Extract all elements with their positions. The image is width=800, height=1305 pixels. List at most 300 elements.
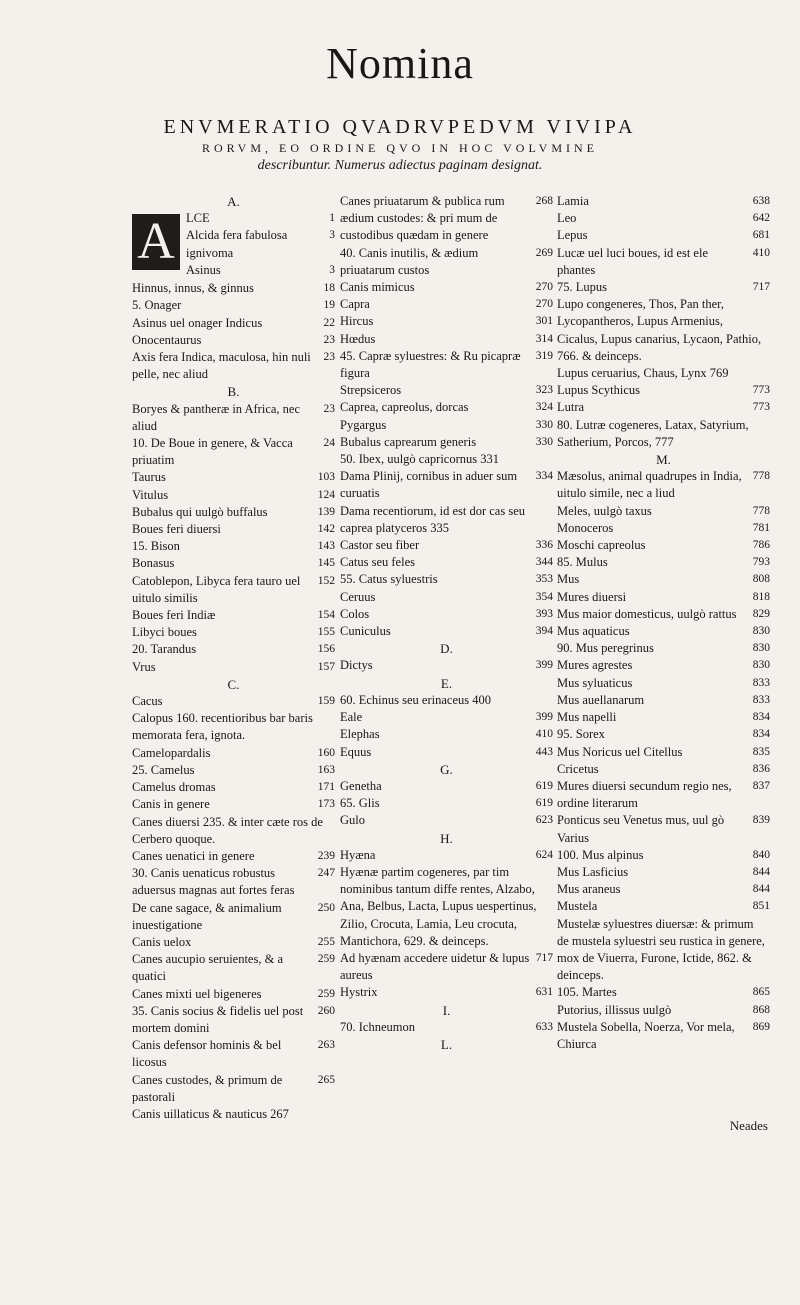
entry-page-number: 3 bbox=[329, 263, 335, 276]
entry-page-number: 393 bbox=[535, 607, 553, 620]
index-entry bbox=[557, 210, 770, 227]
entry-name: Mustelæ syluestres diuersæ: & primum de mustela syluestri seu rustica in genere, mox de Viuerra, Furone, Ictide, 862. & deinceps. bbox=[557, 916, 765, 983]
entry-page-number: 142 bbox=[317, 523, 335, 536]
section-letter-b: B. bbox=[227, 384, 240, 400]
column-3 bbox=[557, 193, 770, 1053]
index-entry bbox=[132, 659, 335, 676]
entry-page-number: 330 bbox=[535, 435, 553, 448]
section-letter-l: L. bbox=[440, 1036, 453, 1052]
entry-name: Alcida fera fabulosa ignivoma bbox=[186, 228, 288, 260]
entry-page-number: 319 bbox=[535, 349, 553, 362]
entry-page-number: 830 bbox=[752, 642, 770, 655]
entry-page-number: 844 bbox=[752, 883, 770, 896]
entry-page-number: 834 bbox=[752, 728, 770, 741]
column-1 bbox=[132, 193, 335, 1123]
entry-page-number: 717 bbox=[752, 281, 770, 294]
entry-page-number: 642 bbox=[752, 212, 770, 225]
entry-name: Hystrix bbox=[340, 985, 378, 1000]
entry-page-number: 837 bbox=[752, 779, 770, 792]
entry-name: Taurus bbox=[132, 470, 166, 485]
entry-name: Mures diuersi secundum regio nes, ordine literarum bbox=[557, 778, 732, 811]
entry-page-number: 260 bbox=[317, 1004, 335, 1017]
index-entry bbox=[340, 623, 553, 640]
entry-name: 20. Tarandus bbox=[132, 642, 197, 657]
entry-page-number: 623 bbox=[535, 814, 553, 827]
entry-page-number: 833 bbox=[752, 676, 770, 689]
entry-page-number: 154 bbox=[317, 609, 335, 622]
entry-page-number: 103 bbox=[317, 471, 335, 484]
entries-i bbox=[340, 1019, 553, 1036]
entry-name: Colos bbox=[340, 606, 370, 621]
index-entry bbox=[340, 279, 553, 296]
entry-page-number: 270 bbox=[535, 281, 553, 294]
index-entry bbox=[132, 521, 335, 538]
index-heading: ENVMERATIO QVADRVPEDVM VIVIPA bbox=[163, 116, 637, 138]
index-entry bbox=[557, 623, 770, 640]
entry-name: 65. Glis bbox=[340, 796, 380, 811]
index-entry bbox=[557, 503, 770, 520]
entry-name: Lutra bbox=[557, 400, 585, 415]
index-entry bbox=[132, 762, 335, 779]
entry-page-number: 159 bbox=[317, 695, 335, 708]
index-entry bbox=[340, 709, 553, 726]
index-entry bbox=[340, 571, 553, 588]
entry-page-number: 818 bbox=[752, 590, 770, 603]
entry-page-number: 839 bbox=[752, 814, 770, 827]
index-entry bbox=[557, 675, 770, 692]
index-entry bbox=[340, 468, 553, 502]
entry-name: 55. Catus syluestris bbox=[340, 572, 438, 587]
entry-name: Libyci boues bbox=[132, 625, 197, 640]
index-entry bbox=[557, 744, 770, 761]
index-entry bbox=[340, 812, 553, 829]
index-entry bbox=[557, 640, 770, 657]
entry-name: Catoblepon, Libyca fera tauro uel uitulo similis bbox=[132, 573, 301, 605]
index-entry bbox=[132, 641, 335, 658]
index-entry bbox=[186, 262, 335, 279]
entry-page-number: 773 bbox=[752, 401, 770, 414]
index-entry bbox=[557, 898, 770, 915]
entry-name: Boues feri diuersi bbox=[132, 522, 221, 537]
entry-name: Dama Plinij, cornibus in aduer sum curuatis bbox=[340, 469, 518, 501]
entry-page-number: 143 bbox=[317, 540, 335, 553]
entry-page-number: 443 bbox=[535, 745, 553, 758]
entry-page-number: 410 bbox=[535, 728, 553, 741]
index-entry bbox=[557, 1019, 770, 1053]
drop-cap-a: A bbox=[132, 214, 180, 270]
entry-name: Meles, uulgò taxus bbox=[557, 503, 652, 518]
index-entry bbox=[340, 331, 553, 348]
entry-page-number: 324 bbox=[535, 401, 553, 414]
index-entry bbox=[132, 900, 335, 934]
index-entry bbox=[340, 451, 553, 468]
entry-name: Mæsolus, animal quadrupes in India, uitulo simile, nec a liud bbox=[557, 469, 742, 501]
index-entry bbox=[132, 693, 335, 710]
index-entry bbox=[557, 726, 770, 743]
index-entry bbox=[132, 1037, 335, 1071]
entry-name: Lucæ uel luci boues, id est ele phantes bbox=[557, 245, 709, 277]
index-entry bbox=[557, 916, 770, 985]
entry-name: Cacus bbox=[132, 694, 163, 709]
entry-name: Monoceros bbox=[557, 520, 614, 535]
index-entry bbox=[132, 555, 335, 572]
entry-name: Pygargus bbox=[340, 417, 387, 432]
index-entry bbox=[340, 726, 553, 743]
index-entry bbox=[557, 1002, 770, 1019]
entry-name: Dictys bbox=[340, 658, 373, 673]
entry-name: LCE bbox=[186, 211, 210, 226]
entry-page-number: 619 bbox=[535, 779, 553, 792]
entry-name: 5. Onager bbox=[132, 298, 182, 313]
entry-name: Axis fera Indica, maculosa, hin nuli pelle, nec aliud bbox=[132, 350, 311, 382]
entry-name: Mustela Sobella, Noerza, Vor mela, Chiurca bbox=[557, 1019, 735, 1051]
index-subheading-italic: describuntur. Numerus adiectus paginam designat. bbox=[257, 158, 543, 173]
entry-page-number: 793 bbox=[752, 556, 770, 569]
entry-name: 60. Echinus seu erinaceus 400 bbox=[340, 692, 492, 707]
entry-name: 40. Canis inutilis, & ædium priuatarum custos bbox=[340, 245, 479, 277]
index-entry bbox=[340, 382, 553, 399]
entry-page-number: 18 bbox=[323, 282, 335, 295]
entry-page-number: 24 bbox=[323, 437, 335, 450]
index-entry bbox=[132, 315, 335, 332]
entry-page-number: 631 bbox=[535, 986, 553, 999]
entry-page-number: 22 bbox=[323, 316, 335, 329]
entry-name: Hinnus, innus, & ginnus bbox=[132, 281, 254, 296]
index-entry bbox=[340, 399, 553, 416]
index-entry bbox=[557, 279, 770, 296]
index-entry bbox=[557, 571, 770, 588]
index-entry bbox=[186, 227, 335, 261]
index-entry bbox=[132, 745, 335, 762]
entry-page-number: 152 bbox=[317, 574, 335, 587]
running-head: Nomina bbox=[326, 39, 474, 88]
entry-page-number: 23 bbox=[323, 333, 335, 346]
entry-name: De cane sagace, & animalium inuestigatione bbox=[132, 900, 282, 932]
index-entry bbox=[557, 520, 770, 537]
entry-name: 25. Camelus bbox=[132, 762, 195, 777]
index-entry bbox=[340, 606, 553, 623]
index-entry bbox=[132, 865, 335, 899]
entry-name: Canes aucupio seruientes, & a quatici bbox=[132, 952, 283, 984]
entry-page-number: 314 bbox=[535, 332, 553, 345]
entry-name: Dama recentiorum, id est dor cas seu caprea platyceros 335 bbox=[340, 503, 526, 535]
index-entry bbox=[132, 624, 335, 641]
index-entry bbox=[132, 538, 335, 555]
entry-page-number: 19 bbox=[323, 299, 335, 312]
index-entry bbox=[132, 710, 335, 744]
entry-name: Strepsiceros bbox=[340, 383, 402, 398]
entry-name: Mures diuersi bbox=[557, 589, 627, 604]
index-entry bbox=[557, 881, 770, 898]
entry-name: 35. Canis socius & fidelis uel post mortem domini bbox=[132, 1003, 304, 1035]
index-entry bbox=[557, 864, 770, 881]
entry-page-number: 399 bbox=[535, 659, 553, 672]
index-entry bbox=[132, 332, 335, 349]
entry-page-number: 773 bbox=[752, 384, 770, 397]
entry-page-number: 265 bbox=[317, 1073, 335, 1086]
entry-name: Lamia bbox=[557, 194, 589, 208]
index-entry bbox=[557, 245, 770, 279]
entry-page-number: 830 bbox=[752, 659, 770, 672]
index-entry bbox=[340, 795, 553, 812]
section-letter-i: I. bbox=[442, 1002, 451, 1018]
index-entry bbox=[340, 434, 553, 451]
entry-page-number: 250 bbox=[317, 901, 335, 914]
index-subheading: RORVM, EO ORDINE QVO IN HOC VOLVMINE bbox=[201, 141, 599, 155]
index-entry bbox=[557, 365, 770, 382]
entry-name: Catus seu feles bbox=[340, 555, 415, 570]
entry-page-number: 394 bbox=[535, 625, 553, 638]
entries-a bbox=[132, 280, 335, 383]
index-entry bbox=[132, 779, 335, 796]
entry-name: Mus aquaticus bbox=[557, 624, 630, 639]
entry-page-number: 638 bbox=[752, 195, 770, 207]
index-entry bbox=[340, 313, 553, 330]
entry-page-number: 259 bbox=[317, 953, 335, 966]
entry-name: Mus maior domesticus, uulgò rattus bbox=[557, 606, 737, 621]
index-entry bbox=[340, 245, 553, 279]
index-entry bbox=[557, 399, 770, 416]
entry-name: Mus Noricus uel Citellus bbox=[557, 744, 683, 759]
entry-page-number: 830 bbox=[752, 625, 770, 638]
entry-page-number: 157 bbox=[317, 660, 335, 673]
entry-name: Onocentaurus bbox=[132, 332, 202, 347]
index-entry bbox=[340, 589, 553, 606]
entry-name: Hircus bbox=[340, 314, 374, 329]
section-letter-c: C. bbox=[227, 676, 240, 692]
entry-name: 70. Ichneumon bbox=[340, 1019, 415, 1034]
entry-name: Capra bbox=[340, 297, 370, 312]
index-entry bbox=[132, 487, 335, 504]
column-2 bbox=[340, 193, 553, 1053]
entry-name: Ad hyænam accedere uidetur & lupus aureus bbox=[340, 950, 530, 983]
entry-page-number: 139 bbox=[317, 505, 335, 518]
index-entry bbox=[340, 692, 553, 709]
index-entry bbox=[132, 1106, 335, 1123]
entry-name: Canis mimicus bbox=[340, 280, 415, 295]
entry-name: Canis uelox bbox=[132, 934, 192, 949]
entry-name: Genetha bbox=[340, 778, 382, 793]
entry-name: Mus auellanarum bbox=[557, 692, 645, 707]
entry-page-number: 301 bbox=[535, 315, 553, 328]
section-letter-h: H. bbox=[440, 830, 453, 846]
entry-name: Cuniculus bbox=[340, 624, 391, 639]
entry-name: Mus napelli bbox=[557, 710, 617, 725]
entry-page-number: 624 bbox=[535, 848, 553, 861]
entry-name: Vrus bbox=[132, 659, 156, 674]
entry-name: Castor seu fiber bbox=[340, 538, 420, 553]
entry-name: 100. Mus alpinus bbox=[557, 847, 644, 862]
entry-name: Calopus 160. recentioribus bar baris memorata fera, ignota. bbox=[132, 711, 313, 743]
drop-cap-entries bbox=[186, 210, 335, 279]
entry-name: 80. Lutræ cogeneres, Latax, Satyrium, Satherium, Porcos, 777 bbox=[557, 417, 749, 449]
index-entry bbox=[557, 227, 770, 244]
entry-name: Canis uillaticus & nauticus 267 bbox=[132, 1106, 289, 1121]
entry-name: Bubalus caprearum generis bbox=[340, 434, 477, 449]
index-entry bbox=[557, 847, 770, 864]
section-letter-g: G. bbox=[440, 761, 453, 777]
entries-m bbox=[557, 468, 770, 1053]
index-entry bbox=[557, 778, 770, 812]
entries-c-continued bbox=[340, 193, 553, 640]
entry-page-number: 259 bbox=[317, 987, 335, 1000]
index-entry bbox=[186, 210, 335, 227]
index-entry bbox=[340, 296, 553, 313]
entry-name: 15. Bison bbox=[132, 539, 180, 554]
entry-name: Gulo bbox=[340, 813, 365, 828]
entry-name: Canes uenatici in genere bbox=[132, 848, 255, 863]
entry-name: 30. Canis uenaticus robustus aduersus magnas aut fortes feras bbox=[132, 866, 295, 898]
entry-name: Eale bbox=[340, 710, 363, 725]
entry-name: Asinus bbox=[186, 262, 221, 277]
entry-page-number: 155 bbox=[317, 626, 335, 639]
entry-page-number: 833 bbox=[752, 693, 770, 706]
entry-page-number: 681 bbox=[752, 229, 770, 242]
entry-page-number: 263 bbox=[317, 1039, 335, 1052]
entry-page-number: 619 bbox=[535, 797, 553, 810]
index-entry bbox=[340, 193, 553, 245]
entry-page-number: 840 bbox=[752, 848, 770, 861]
index-entry bbox=[557, 606, 770, 623]
entry-page-number: 868 bbox=[752, 1003, 770, 1016]
index-entry bbox=[557, 657, 770, 674]
entry-name: Ponticus seu Venetus mus, uul gò Varius bbox=[557, 813, 725, 845]
entry-page-number: 124 bbox=[317, 488, 335, 501]
index-entry bbox=[557, 468, 770, 502]
entry-page-number: 330 bbox=[535, 418, 553, 431]
entry-page-number: 3 bbox=[329, 229, 335, 242]
index-entry bbox=[557, 537, 770, 554]
index-entry bbox=[557, 589, 770, 606]
index-entry bbox=[132, 607, 335, 624]
entry-page-number: 781 bbox=[752, 521, 770, 534]
entry-page-number: 851 bbox=[752, 900, 770, 913]
section-letter-a: A. bbox=[227, 194, 240, 209]
entry-name: Ceruus bbox=[340, 589, 376, 604]
entry-page-number: 836 bbox=[752, 762, 770, 775]
entry-name: Cricetus bbox=[557, 761, 599, 776]
index-entry bbox=[132, 951, 335, 985]
entries-l bbox=[557, 193, 770, 451]
entry-page-number: 786 bbox=[752, 539, 770, 552]
entry-name: Asinus uel onager Indicus bbox=[132, 315, 263, 330]
section-letter-e: E. bbox=[440, 675, 453, 691]
entry-name: Boryes & pantheræ in Africa, nec aliud bbox=[132, 401, 301, 433]
entry-page-number: 163 bbox=[317, 763, 335, 776]
entry-page-number: 173 bbox=[317, 798, 335, 811]
entry-name: Elephas bbox=[340, 727, 380, 742]
index-entry bbox=[557, 692, 770, 709]
section-letter-m: M. bbox=[656, 452, 671, 468]
index-entry bbox=[340, 864, 553, 950]
entry-name: 45. Capræ syluestres: & Ru picapræ figura bbox=[340, 348, 521, 381]
index-entry bbox=[557, 382, 770, 399]
catchword: Neades bbox=[729, 1118, 768, 1133]
entry-name: Mustela bbox=[557, 899, 598, 914]
entry-name: Mus araneus bbox=[557, 882, 621, 897]
entry-page-number: 829 bbox=[752, 607, 770, 620]
entry-name: Canes diuersi 235. & inter cæte ros de Cerbero quoque. bbox=[132, 814, 323, 846]
index-entry bbox=[132, 469, 335, 486]
entry-name: Putorius, illissus uulgò bbox=[557, 1002, 672, 1017]
entry-page-number: 171 bbox=[317, 781, 335, 794]
index-entry bbox=[557, 417, 770, 451]
index-entry bbox=[132, 848, 335, 865]
drop-cap-block bbox=[132, 210, 335, 280]
index-entry bbox=[340, 744, 553, 761]
entry-page-number: 23 bbox=[323, 351, 335, 364]
entry-name: 10. De Boue in genere, & Vacca priuatim bbox=[132, 436, 293, 468]
entry-page-number: 410 bbox=[752, 246, 770, 259]
entry-name: Hyæna bbox=[340, 847, 376, 862]
index-entry bbox=[132, 504, 335, 521]
entry-page-number: 778 bbox=[752, 504, 770, 517]
index-entry bbox=[132, 1003, 335, 1037]
entry-name: Canis in genere bbox=[132, 797, 210, 812]
index-entry bbox=[340, 984, 553, 1001]
entry-name: Lupo congeneres, Thos, Pan ther, Lycopantheros, Lupus Armenius, Cicalus, Lupus canarius, Lycaon, Pathio, 766. & deinceps. bbox=[557, 297, 762, 363]
index-entry bbox=[132, 986, 335, 1003]
entry-name: Mures agrestes bbox=[557, 658, 633, 673]
entry-page-number: 353 bbox=[535, 573, 553, 586]
entry-name: Canes custodes, & primum de pastorali bbox=[132, 1072, 283, 1104]
index-entry bbox=[557, 761, 770, 778]
entry-page-number: 344 bbox=[535, 556, 553, 569]
index-entry bbox=[340, 950, 553, 984]
index-entry bbox=[557, 984, 770, 1001]
entry-name: Lepus bbox=[557, 228, 588, 243]
entry-page-number: 247 bbox=[317, 867, 335, 880]
entry-page-number: 160 bbox=[317, 746, 335, 759]
entry-name: Canes priuatarum & publica rum ædium custodes: & pri mum de custodibus quædam in genere bbox=[340, 194, 505, 243]
entry-page-number: 323 bbox=[535, 384, 553, 397]
entry-name: Mus bbox=[557, 572, 580, 587]
entry-page-number: 1 bbox=[329, 212, 335, 225]
entry-page-number: 835 bbox=[752, 745, 770, 758]
index-entry bbox=[557, 296, 770, 365]
entry-name: 105. Martes bbox=[557, 985, 617, 1000]
index-entry bbox=[132, 796, 335, 813]
entry-name: Mus syluaticus bbox=[557, 675, 633, 690]
entry-page-number: 633 bbox=[535, 1020, 553, 1033]
index-entry bbox=[132, 280, 335, 297]
index-entry bbox=[340, 778, 553, 795]
entries-e bbox=[340, 692, 553, 761]
entries-h bbox=[340, 847, 553, 1002]
index-entry bbox=[132, 1072, 335, 1106]
index-entry bbox=[340, 657, 553, 674]
entry-page-number: 834 bbox=[752, 711, 770, 724]
index-entry bbox=[340, 554, 553, 571]
entries-c bbox=[132, 693, 335, 1123]
entry-name: Moschi capreolus bbox=[557, 538, 646, 553]
entry-page-number: 255 bbox=[317, 935, 335, 948]
entry-page-number: 778 bbox=[752, 470, 770, 483]
entry-name: Mus Lasficius bbox=[557, 864, 629, 879]
entry-name: Equus bbox=[340, 744, 372, 759]
index-entry bbox=[132, 401, 335, 435]
entry-name: Hœdus bbox=[340, 331, 376, 346]
entry-name: Canes mixti uel bigeneres bbox=[132, 986, 262, 1001]
index-entry bbox=[340, 503, 553, 537]
index-entry bbox=[557, 193, 770, 210]
entry-name: Bubalus qui uulgò buffalus bbox=[132, 504, 268, 519]
entry-name: Camelopardalis bbox=[132, 745, 211, 760]
entry-page-number: 354 bbox=[535, 590, 553, 603]
entries-g bbox=[340, 778, 553, 830]
entry-page-number: 268 bbox=[535, 195, 553, 207]
entry-name: Hyænæ partim cogeneres, par tim nominibus tantum diffe rentes, Alzabo, Ana, Belbus, Lacta, Lupus uespertinus, Zilio, Crocuta, Lamia, Leu crocuta, Mantichora, 629. & deinceps. bbox=[340, 864, 537, 948]
